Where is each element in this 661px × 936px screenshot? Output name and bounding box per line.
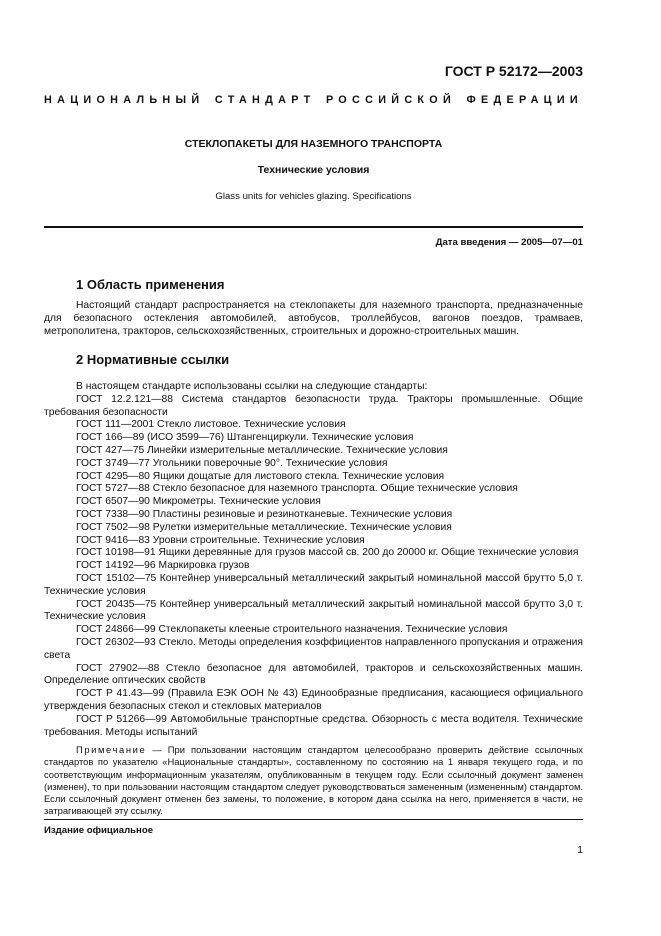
reference-item: ГОСТ 6507—90 Микрометры. Технические условия: [76, 496, 321, 508]
section-1-heading: 1 Область применения: [76, 277, 225, 292]
reference-item: ГОСТ 9416—83 Уровни строительные. Технические условия: [76, 534, 365, 546]
reference-item: ГОСТ 27902—88 Стекло безопасное для автомобилей, тракторов и сельскохозяйственных машин. Определение оптических свойств: [44, 662, 583, 687]
reference-item: ГОСТ 111—2001 Стекло листовое. Технические условия: [76, 419, 346, 431]
reference-item: ГОСТ 10198—91 Ящики деревянные для грузов массой св. 200 до 20000 кг. Общие технические условия: [76, 547, 579, 559]
section-1-body: [44, 299, 583, 339]
document-subtitle: Технические условия: [257, 164, 370, 176]
official-edition-label: Издание официальное: [44, 825, 154, 836]
reference-item: ГОСТ 12.2.121—88 Система стандартов безопасности труда. Тракторы промышленные. Общие требования безопасности: [44, 393, 583, 418]
section-1-text: Настоящий стандарт распространяется на стеклопакеты для наземного транспорта, предназначенные для безопасного остекления автомобилей, автобусов, троллейбусов, вагонов поездов, трамваев, метрополитена, тракторов, сельскохозяйственных, строительных и дорожно-строительных машин.: [44, 300, 583, 338]
reference-item: ГОСТ 14192—96 Маркировка грузов: [76, 560, 250, 572]
page-number: 1: [577, 845, 583, 856]
note-label: Примечание: [76, 744, 147, 755]
references-lead: В настоящем стандарте использованы ссылки на следующие стандарты:: [76, 381, 428, 392]
reference-item: ГОСТ Р 51266—99 Автомобильные транспортные средства. Обзорность с места водителя. Технические требования. Методы испытаний: [44, 713, 583, 738]
title-divider: [44, 226, 583, 228]
reference-item: ГОСТ 24866—99 Стеклопакеты клееные строительного назначения. Технические условия: [76, 624, 508, 636]
note-text: — При пользовании настоящим стандартом целесообразно проверить действие ссылочных стандартов по указателю «Национальные стандарты», составленному по состоянию на 1 января текущего года, и по соответствующим информационным указателям, опубликованным в текущем году. Если ссылочный документ заменен (изменен), то при пользовании настоящим стандартом следует руководствоваться замененным (измененным) стандартом. Если ссылочный документ отменен без замены, то положение, в котором дана ссылка на него, применяется в части, не затрагивающей эту ссылку.: [44, 744, 583, 817]
document-title: СТЕКЛОПАКЕТЫ ДЛЯ НАЗЕМНОГО ТРАНСПОРТА: [184, 138, 443, 150]
reference-item: ГОСТ 3749—77 Угольники поверочные 90°. Технические условия: [76, 457, 388, 469]
reference-item: ГОСТ 7338—90 Пластины резиновые и резинотканевые. Технические условия: [76, 508, 453, 520]
reference-item: ГОСТ 5727—88 Стекло безопасное для наземного транспорта. Общие технические условия: [76, 483, 518, 495]
reference-item: ГОСТ 26302—93 Стекло. Методы определения коэффициентов направленного пропускания и отражения света: [44, 636, 583, 661]
reference-item: ГОСТ 427—75 Линейки измерительные металлические. Технические условия: [76, 444, 448, 456]
section-2-heading: 2 Нормативные ссылки: [76, 352, 230, 367]
reference-item: ГОСТ Р 41.43—99 (Правила ЕЭК ООН № 43) Единообразные предписания, касающиеся официального утверждения безопасных стекол и стекловых материалов: [44, 688, 583, 712]
reference-item: ГОСТ 20435—75 Контейнер универсальный металлический закрытый номинальной массой брутто 3,0 т. Технические условия: [44, 598, 583, 623]
introduction-date: Дата введения — 2005—07—01: [435, 237, 583, 248]
national-standard-banner: НАЦИОНАЛЬНЫЙ СТАНДАРТ РОССИЙСКОЙ ФЕДЕРАЦИИ: [44, 94, 583, 106]
reference-item: ГОСТ 166—89 (ИСО 3599—76) Штангенциркули. Технические условия: [76, 432, 414, 444]
references-note: [44, 744, 583, 818]
standard-number: ГОСТ Р 52172—2003: [444, 63, 583, 79]
references-list: [44, 381, 583, 739]
english-title: Glass units for vehicles glazing. Specifications: [215, 191, 412, 202]
reference-item: ГОСТ 4295—80 Ящики дощатые для листового стекла. Технические условия: [76, 470, 445, 482]
reference-item: ГОСТ 7502—98 Рулетки измерительные металлические. Технические условия: [76, 521, 452, 533]
footer-divider: [44, 819, 583, 820]
reference-item: ГОСТ 15102—75 Контейнер универсальный металлический закрытый номинальной массой брутто 5,0 т. Технические условия: [44, 572, 583, 597]
